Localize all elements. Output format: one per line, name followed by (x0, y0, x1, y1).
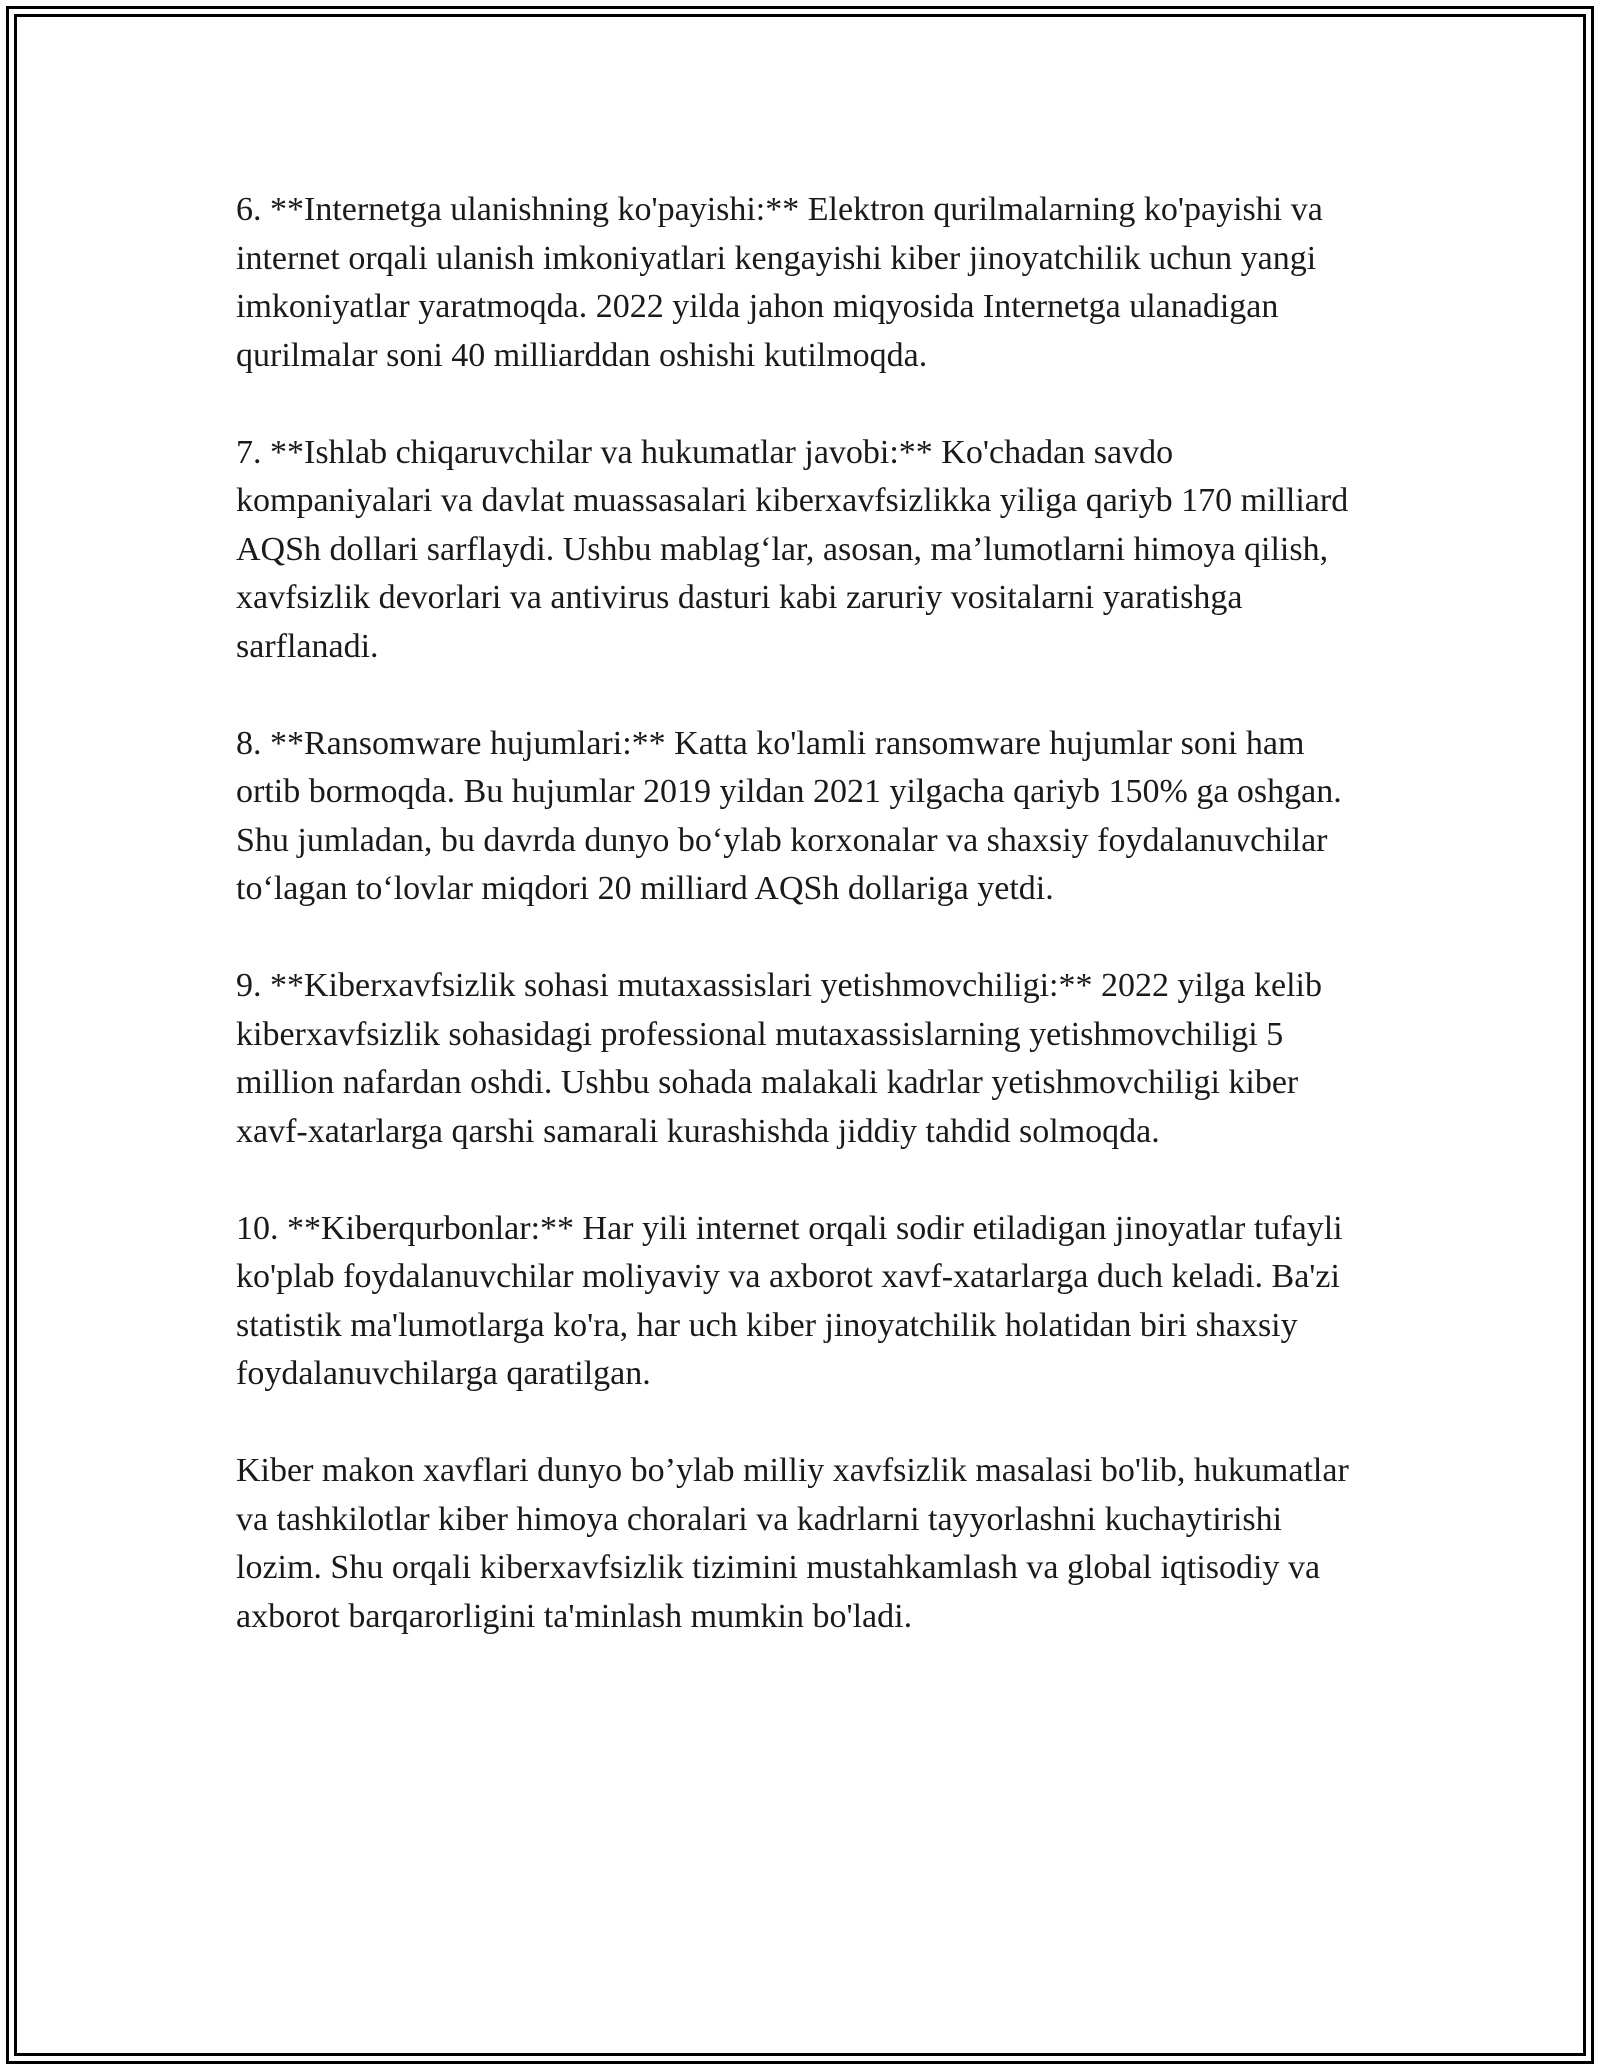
document-body (236, 186, 1376, 1690)
paragraph-cyber-victims: 10. **Kiberqurbonlar:** Har yili internet orqali sodir etiladigan jinoyatlar tufayli ko'plab foydalanuvchilar moliyaviy va axborot xavf-xatarlarga duch keladi. Ba'zi statistik ma'lumotlarga ko'ra, har uch kiber jinoyatchilik holatidan biri shaxsiy foydalanuvchilarga qaratilgan. (236, 1209, 1343, 1392)
paragraph-specialist-shortage: 9. **Kiberxavfsizlik sohasi mutaxassislari yetishmovchiligi:** 2022 yilga kelib kiberxavfsizlik sohasidagi professional mutaxassislarning yetishmovchiligi 5 million nafardan oshdi. Ushbu sohada malakali kadrlar yetishmovchiligi kiber xavf-xatarlarga qarshi samarali kurashishda jiddiy tahdid solmoqda. (236, 967, 1322, 1150)
paragraph-conclusion: Kiber makon xavflari dunyo bo’ylab milliy xavfsizlik masalasi bo'lib, hukumatlar va tashkilotlar kiber himoya choralari va kadrlarni tayyorlashni kuchaytirishi lozim. Shu orqali kiberxavfsizlik tizimini mustahkamlash va global iqtisodiy va axborot barqarorligini ta'minlash mumkin bo'ladi. (236, 1452, 1349, 1635)
paragraph-internet-connections: 6. **Internetga ulanishning ko'payishi:** Elektron qurilmalarning ko'payishi va internet orqali ulanish imkoniyatlari kengayishi kiber jinoyatchilik uchun yangi imkoniyatlar yaratmoqda. 2022 yilda jahon miqyosida Internetga ulanadigan qurilmalar soni 40 milliarddan oshishi kutilmoqda. (236, 191, 1323, 374)
paragraph-manufacturers-governments: 7. **Ishlab chiqaruvchilar va hukumatlar javobi:** Ko'chadan savdo kompaniyalari va davlat muassasalari kiberxavfsizlikka yiliga qariyb 170 milliard AQSh dollari sarflaydi. Ushbu mablag‘lar, asosan, ma’lumotlarni himoya qilish, xavfsizlik devorlari va antivirus dasturi kabi zaruriy vositalarni yaratishga sarflanadi. (236, 433, 1349, 665)
paragraph-ransomware: 8. **Ransomware hujumlari:** Katta ko'lamli ransomware hujumlar soni ham ortib bormoqda. Bu hujumlar 2019 yildan 2021 yilgacha qariyb 150% ga oshgan. Shu jumladan, bu davrda dunyo bo‘ylab korxonalar va shaxsiy foydalanuvchilar to‘lagan to‘lovlar miqdori 20 milliard AQSh dollariga yetdi. (236, 724, 1342, 907)
